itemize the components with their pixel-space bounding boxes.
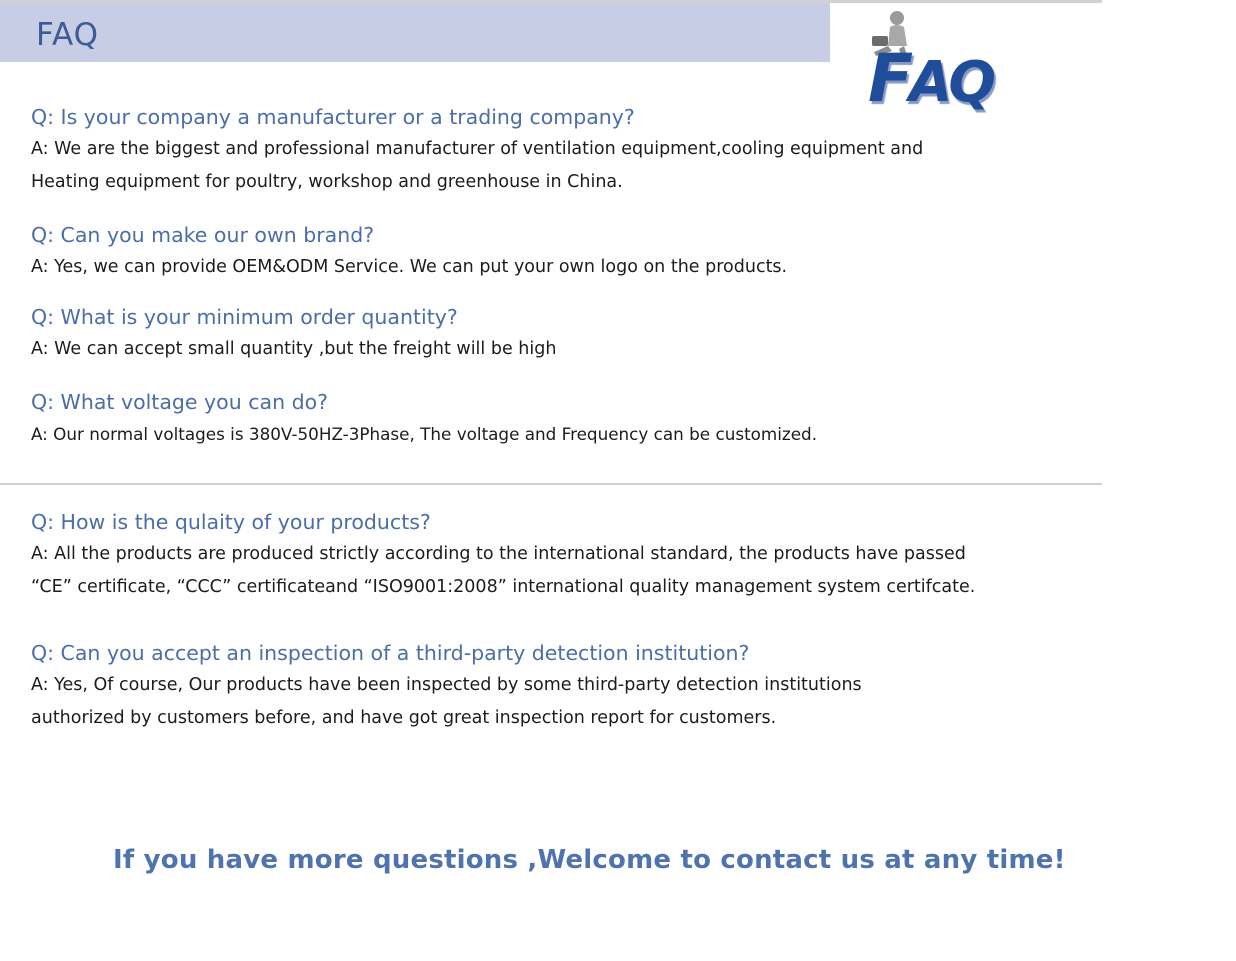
faq-answer: A: Our normal voltages is 380V-50HZ-3Phase, The voltage and Frequency can be customized.	[31, 424, 818, 444]
faq-question: Q: Can you accept an inspection of a third-party detection institution?	[31, 641, 750, 665]
logo-letters-aq: AQ	[909, 50, 993, 115]
faq-answer: A: All the products are produced strictly according to the international standard, the products have passed “CE” certificate, “CCC” certificateand “ISO9001:2008” international quality management system certifcate.	[31, 544, 976, 597]
faq-item	[31, 221, 1111, 284]
faq-answer: A: We can accept small quantity ,but the freight will be high	[31, 339, 557, 359]
faq-question: Q: Can you make our own brand?	[31, 223, 375, 247]
faq-item	[31, 508, 1111, 604]
faq-question: Q: How is the qulaity of your products?	[31, 510, 431, 534]
faq-item	[31, 103, 1111, 199]
faq-item	[31, 303, 1111, 366]
faq-question: Q: What voltage you can do?	[31, 390, 329, 414]
faq-answer: A: Yes, we can provide OEM&ODM Service. We can put your own logo on the products.	[31, 257, 788, 277]
faq-item	[31, 639, 1111, 735]
page-title: FAQ	[36, 17, 100, 53]
faq-item	[31, 388, 1111, 451]
header-bar	[0, 3, 830, 62]
section-divider	[0, 483, 1102, 485]
faq-question: Q: What is your minimum order quantity?	[31, 305, 458, 329]
faq-answer: A: We are the biggest and professional manufacturer of ventilation equipment,cooling equipment and Heating equipment for poultry, workshop and greenhouse in China.	[31, 139, 924, 192]
faq-question: Q: Is your company a manufacturer or a trading company?	[31, 105, 635, 129]
faq-answer: A: Yes, Of course, Our products have been inspected by some third-party detection institutions authorized by customers before, and have got great inspection report for customers.	[31, 675, 862, 728]
logo-letter-f: F	[868, 40, 910, 117]
closing-message: If you have more questions ,Welcome to contact us at any time!	[113, 845, 1066, 875]
